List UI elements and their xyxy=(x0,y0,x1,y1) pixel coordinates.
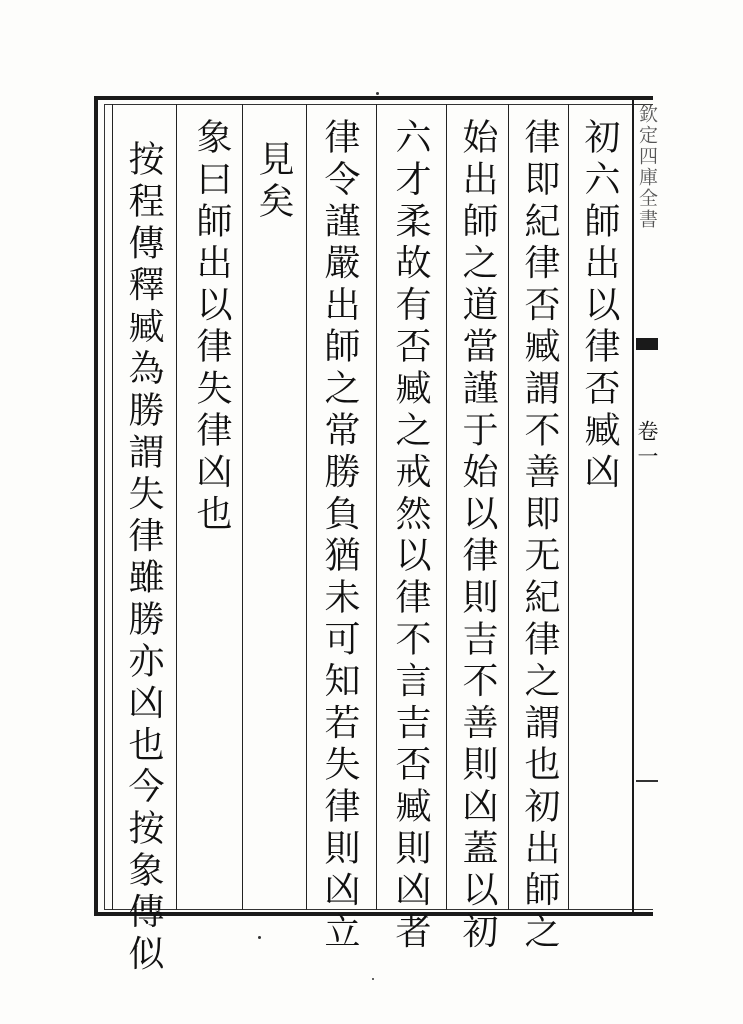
scan-speck xyxy=(372,978,374,980)
scan-speck xyxy=(376,92,379,95)
column-rule xyxy=(112,104,113,910)
column-rule xyxy=(306,104,307,910)
text-column-1: 初六師出以律否臧凶 xyxy=(579,118,620,495)
text-column-8: 按程傳釋臧為勝謂失律雖勝亦凶也今按象傳似 xyxy=(123,140,164,976)
column-rule xyxy=(508,104,509,910)
fishtail-mark xyxy=(636,338,658,350)
text-column-4: 六才柔故有否臧之戒然以律不言吉否臧則凶者 xyxy=(390,118,431,954)
scan-speck xyxy=(258,936,261,939)
banxin-tick xyxy=(636,780,658,782)
column-rule xyxy=(242,104,243,910)
text-column-5: 律令謹嚴出師之常勝負猶未可知若失律則凶立 xyxy=(319,118,360,954)
column-rule xyxy=(376,104,377,910)
text-column-3: 始出師之道當謹于始以律則吉不善則凶蓋以初 xyxy=(457,118,498,954)
banxin-juan: 卷一 xyxy=(635,420,659,470)
column-rule xyxy=(568,104,569,910)
text-column-6: 見矣 xyxy=(253,140,294,224)
banxin-title: 欽定四庫全書 xyxy=(636,104,658,230)
text-column-2: 律即紀律否臧謂不善即无紀律之謂也初出師之 xyxy=(519,118,560,954)
page-border-inner xyxy=(104,104,653,910)
column-rule xyxy=(446,104,447,910)
text-column-7: 象曰師出以律失律凶也 xyxy=(191,118,232,536)
column-rule xyxy=(176,104,177,910)
